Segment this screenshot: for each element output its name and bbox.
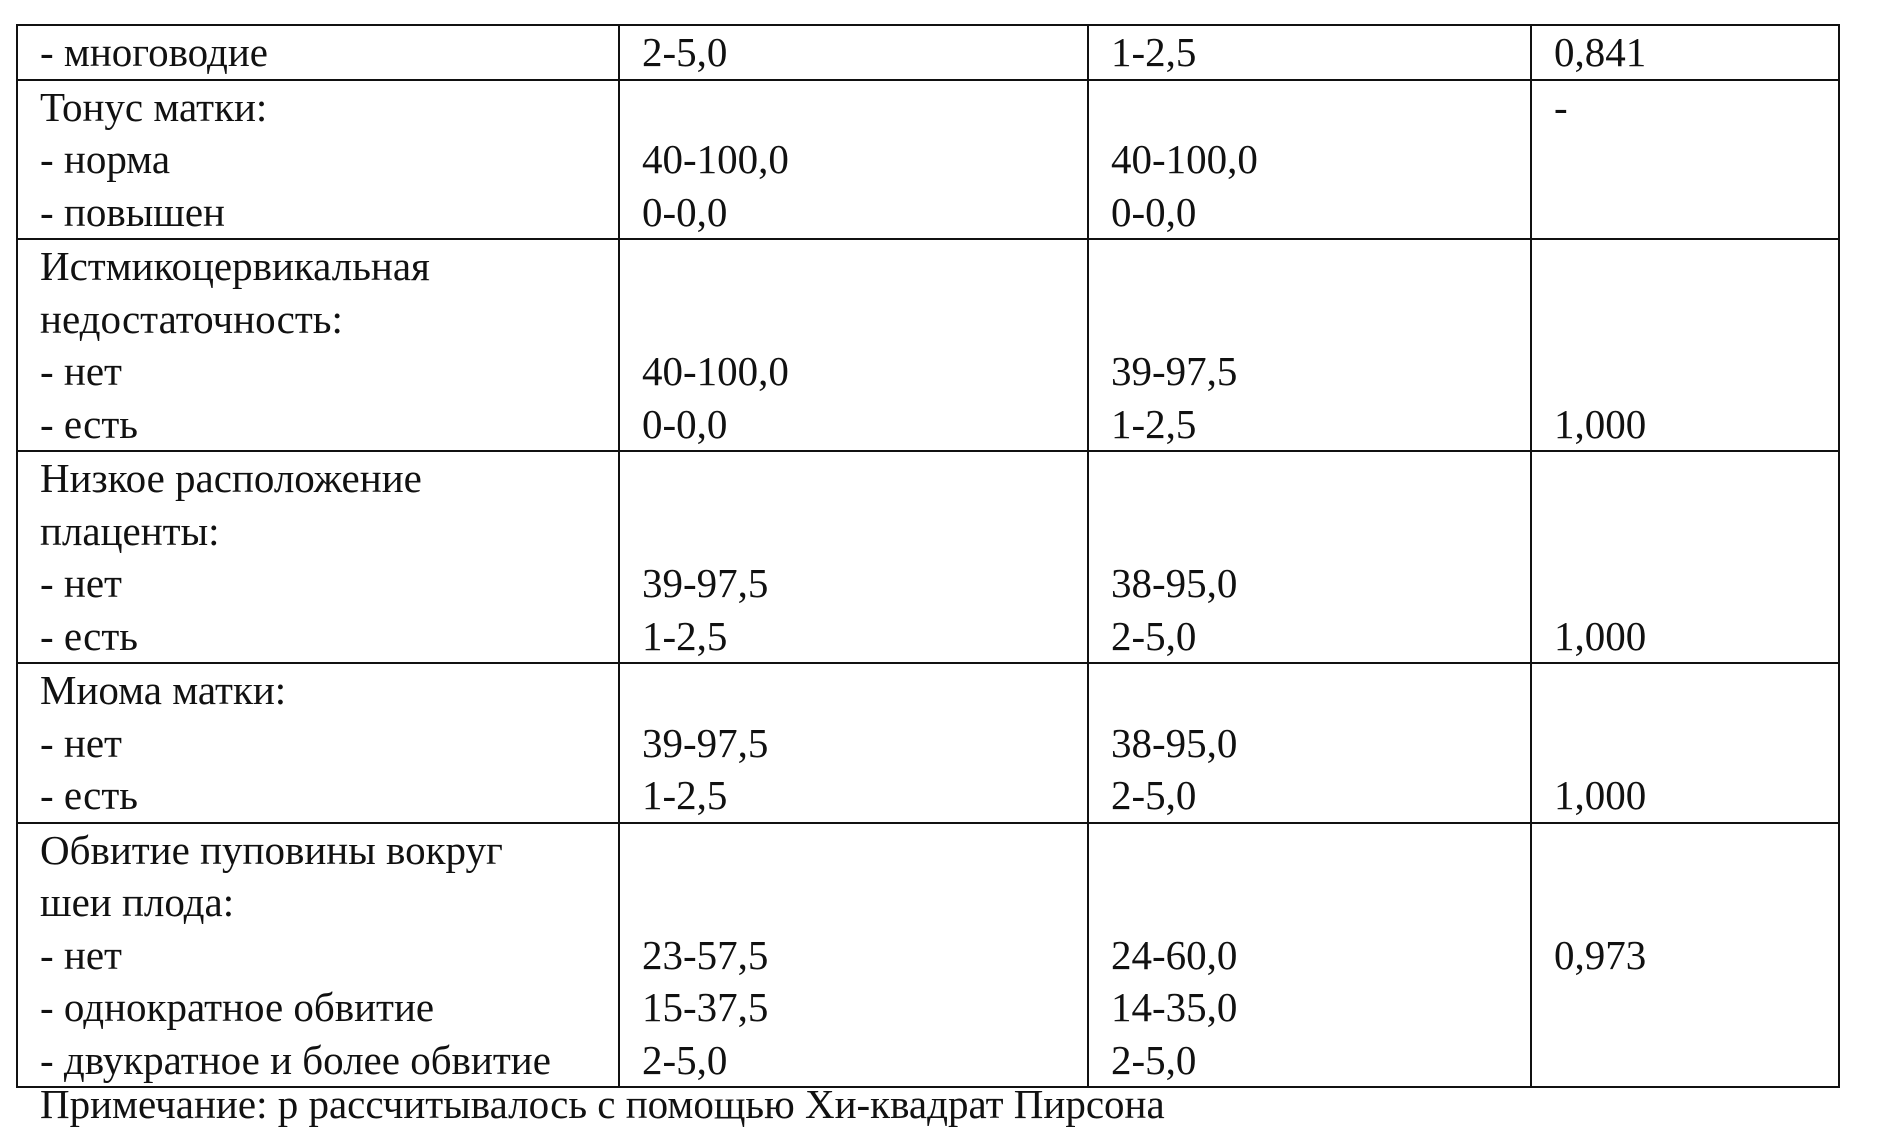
statistics-table [16,24,1840,1088]
group1-value: 2-5,0 [642,29,728,75]
group1-value [642,824,1087,877]
table-row [17,80,1839,240]
group1-value [642,505,1087,558]
row-label-line: - однократное обвитие [40,984,435,1030]
row-label-cell [17,80,619,240]
p-value-cell [1531,451,1839,663]
row-label-line: - нет [40,560,122,606]
p-value: 1,000 [1554,772,1647,818]
group2-value: 0-0,0 [1111,188,1197,235]
row-label-line: - нет [40,348,122,394]
group1-value: 23-57,5 [642,931,769,978]
group2-value [1111,293,1530,346]
p-value [1554,505,1838,558]
row-label-line: - многоводие [40,29,268,75]
table-row [17,25,1839,80]
group1-value [642,81,1087,134]
group1-value [642,452,1087,505]
group2-value-cell [1088,823,1531,1088]
group1-value: 2-5,0 [642,1036,728,1083]
p-value [1554,293,1838,346]
row-label-line: - двукратное и более обвитие [40,1036,551,1083]
group2-value-cell [1088,80,1531,240]
p-value: - [1554,83,1568,130]
row-label-line: шеи плода: [40,879,235,925]
group1-value [642,664,1087,717]
p-value [1554,717,1838,770]
group2-value-cell [1088,663,1531,823]
group2-value-cell [1088,239,1531,451]
p-value [1554,452,1838,505]
row-label-line: Миома матки: [40,667,287,713]
p-value: 1,000 [1554,612,1647,659]
row-label-cell [17,25,619,80]
group2-value: 38-95,0 [1111,560,1238,606]
row-label-line: плаценты: [40,507,220,554]
row-label-line: Тонус матки: [40,83,268,130]
group1-value-cell [619,451,1088,663]
row-label-line: - норма [40,136,171,182]
row-label-line: - есть [40,400,138,447]
row-label-line: - есть [40,612,138,659]
group2-value: 24-60,0 [1111,931,1238,978]
group2-value [1111,505,1530,558]
group1-value: 0-0,0 [642,400,728,447]
row-label-cell [17,239,619,451]
table-row [17,823,1839,1088]
p-value: 1,000 [1554,400,1647,447]
group2-value: 40-100,0 [1111,136,1258,182]
row-label-line: Истмикоцервикальная [40,243,430,289]
table-row [17,451,1839,663]
group1-value: 0-0,0 [642,188,728,235]
p-value [1554,240,1838,293]
group2-value: 14-35,0 [1111,984,1238,1030]
p-value-cell [1531,823,1839,1088]
group2-value [1111,240,1530,293]
table-row [17,663,1839,823]
table-note: Примечание: р рассчитывалось с помощью Хи-квадрат Пирсона [40,1081,1165,1127]
group1-value: 15-37,5 [642,984,769,1030]
p-value-cell [1531,663,1839,823]
table-body [17,25,1839,1087]
row-label-line: - нет [40,931,122,978]
group2-value [1111,452,1530,505]
group2-value-cell [1088,25,1531,80]
group1-value: 39-97,5 [642,719,769,766]
group1-value-cell [619,25,1088,80]
row-label-line: Низкое расположение [40,455,422,501]
p-value [1554,664,1838,717]
group1-value [642,293,1087,346]
row-label-cell [17,823,619,1088]
row-label-cell [17,451,619,663]
group1-value-cell [619,823,1088,1088]
p-value-cell [1531,239,1839,451]
group2-value: 2-5,0 [1111,612,1197,659]
row-label-line: - есть [40,772,138,818]
p-value [1554,345,1838,398]
group2-value: 1-2,5 [1111,29,1197,75]
group1-value: 39-97,5 [642,560,769,606]
group1-value-cell [619,663,1088,823]
group1-value [642,240,1087,293]
row-label-line: недостаточность: [40,295,343,342]
group2-value: 1-2,5 [1111,400,1197,447]
p-value: 0,841 [1554,29,1647,75]
group2-value: 39-97,5 [1111,348,1238,394]
group2-value-cell [1088,451,1531,663]
group2-value [1111,824,1530,877]
p-value [1554,557,1838,610]
row-label-line: Обвитие пуповины вокруг [40,826,503,873]
p-value: 0,973 [1554,931,1647,978]
table-row [17,239,1839,451]
row-label-line: - нет [40,719,122,766]
p-value [1554,876,1838,929]
p-value [1554,824,1838,877]
group2-value: 38-95,0 [1111,719,1238,766]
group1-value: 40-100,0 [642,136,789,182]
group2-value: 2-5,0 [1111,1036,1197,1083]
p-value-cell [1531,25,1839,80]
group1-value [642,876,1087,929]
group1-value: 1-2,5 [642,612,728,659]
group2-value: 2-5,0 [1111,772,1197,818]
row-label-line: - повышен [40,188,225,235]
group2-value [1111,664,1530,717]
group1-value: 1-2,5 [642,772,728,818]
p-value-cell [1531,80,1839,240]
group1-value: 40-100,0 [642,348,789,394]
group2-value [1111,876,1530,929]
group1-value-cell [619,80,1088,240]
group1-value-cell [619,239,1088,451]
row-label-cell [17,663,619,823]
group2-value [1111,81,1530,134]
